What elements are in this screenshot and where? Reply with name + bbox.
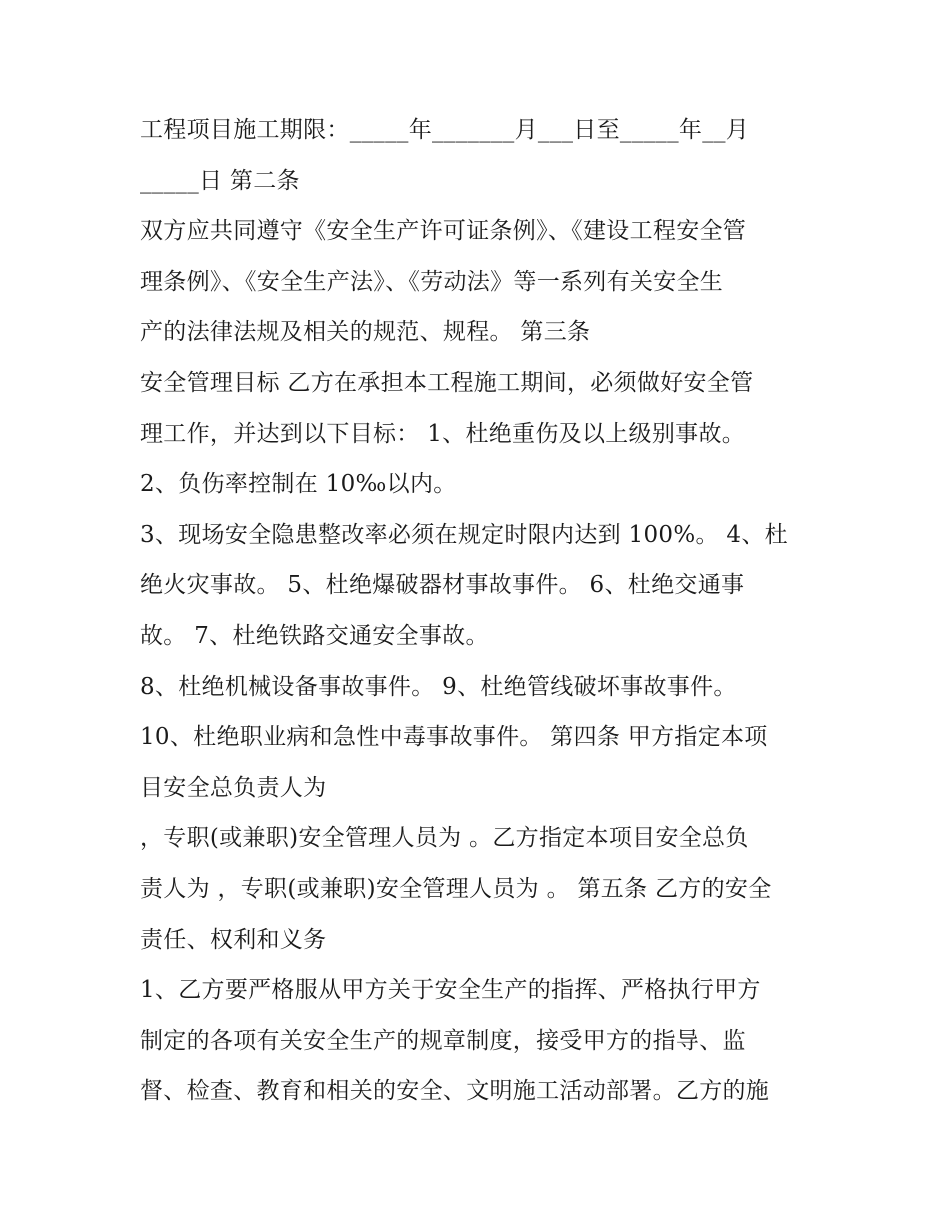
- text-line: 3、现场安全隐患整改率必须在规定时限内达到 100%。 4、杜: [140, 522, 788, 548]
- text-line: 1、乙方要严格服从甲方关于安全生产的指挥、严格执行甲方: [140, 977, 761, 1003]
- text-line: 责人为 ，专职(或兼职)安全管理人员为 。 第五条 乙方的安全: [140, 876, 772, 902]
- text-line: 督、检查、教育和相关的安全、文明施工活动部署。乙方的施: [140, 1078, 770, 1104]
- text-line: 理工作，并达到以下目标： 1、杜绝重伤及以上级别事故。: [140, 421, 746, 447]
- text-line: 双方应共同遵守《安全生产许可证条例》、《建设工程安全管: [140, 218, 747, 244]
- text-line: 绝火灾事故。 5、杜绝爆破器材事故事件。 6、杜绝交通事: [140, 572, 745, 598]
- text-line: 10、杜绝职业病和急性中毒事故事件。 第四条 甲方指定本项: [140, 724, 768, 750]
- text-line: 故。 7、杜绝铁路交通安全事故。: [140, 623, 489, 649]
- text-line: 理条例》、《安全生产法》、《劳动法》等一系列有关安全生: [140, 269, 724, 295]
- text-line: 制定的各项有关安全生产的规章制度，接受甲方的指导、监: [140, 1028, 746, 1054]
- text-line: 安全管理目标 乙方在承担本工程施工期间，必须做好安全管: [140, 370, 754, 396]
- text-line: _____日 第二条: [140, 168, 300, 194]
- text-line: 2、负伤率控制在 10‰以内。: [140, 471, 457, 497]
- text-line: 目安全总负责人为: [140, 775, 327, 801]
- text-line: 8、杜绝机械设备事故事件。 9、杜绝管线破坏事故事件。: [140, 674, 737, 700]
- text-line: ，专职(或兼职)安全管理人员为 。乙方指定本项目安全总负: [140, 825, 749, 851]
- text-line: 工程项目施工期限：_____年_______月___日至_____年__月: [140, 117, 750, 143]
- text-line: 责任、权利和义务: [140, 927, 327, 953]
- text-line: 产的法律法规及相关的规范、规程。 第三条: [140, 319, 591, 345]
